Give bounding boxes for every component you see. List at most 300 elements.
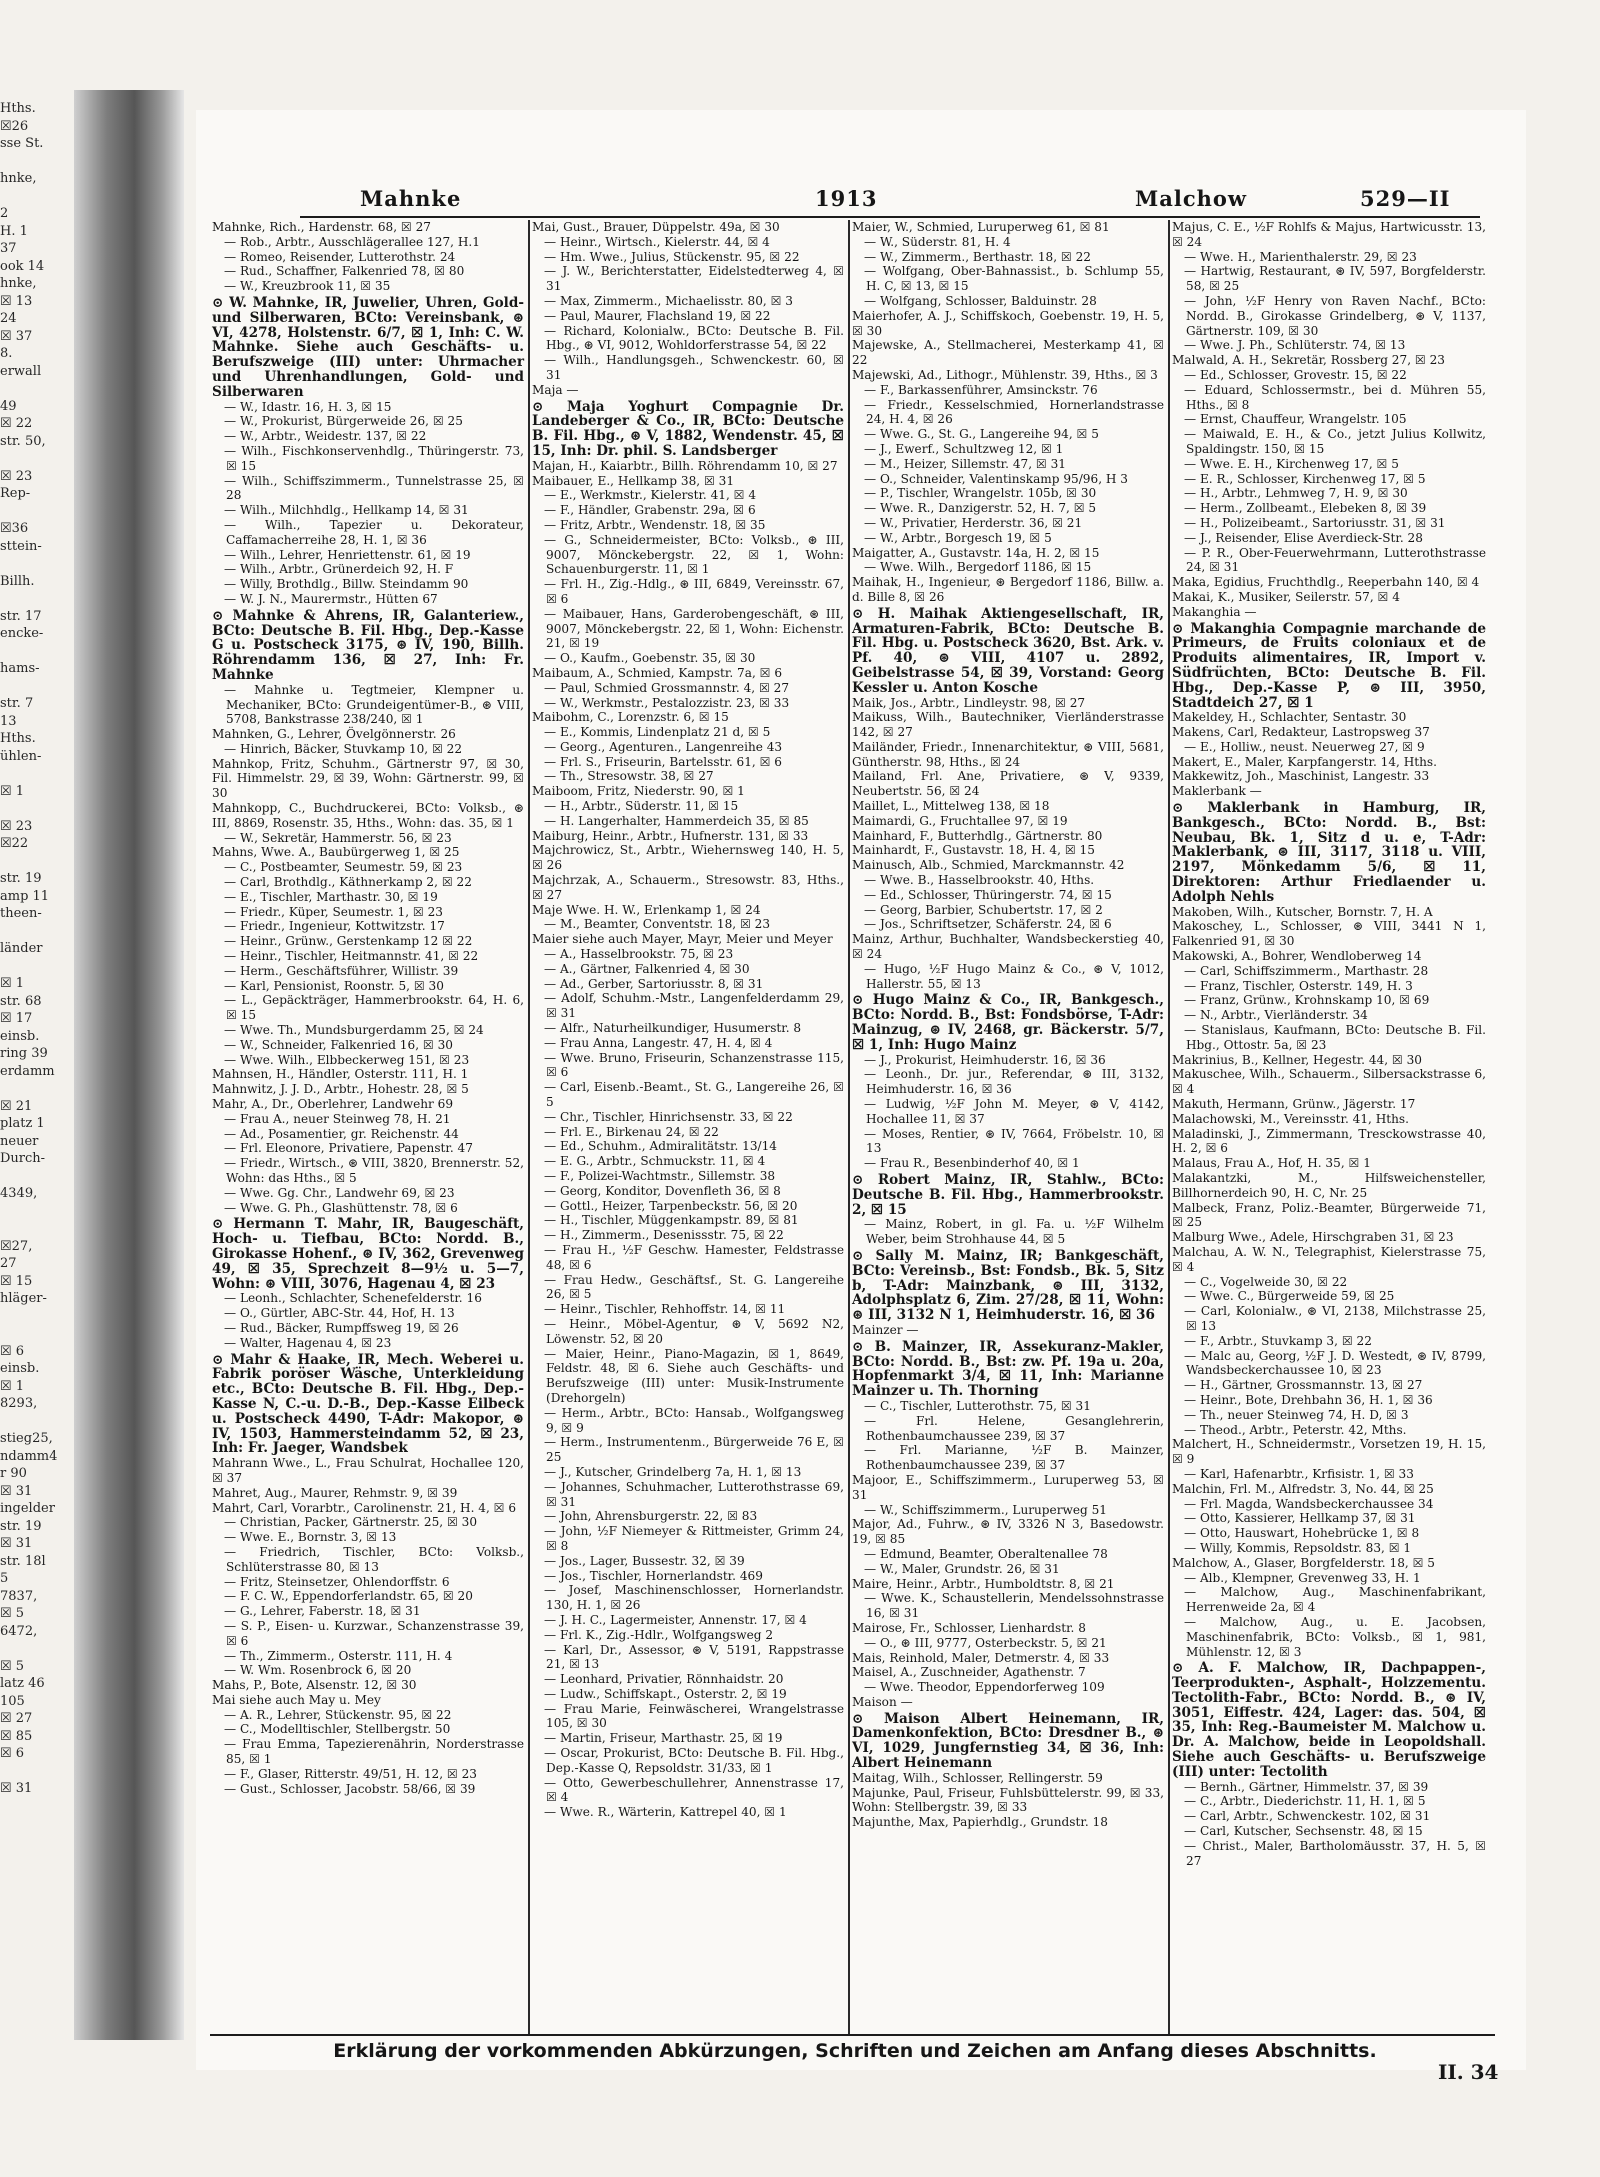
directory-entry: Makuth, Hermann, Grünw., Jägerstr. 17 — [1172, 1097, 1416, 1112]
directory-entry: Majchrowicz, St., Arbtr., Wiehernsweg 140, H. 5, ☒ 26 — [532, 843, 844, 873]
directory-entry: Mahs, P., Bote, Alsenstr. 12, ☒ 30 — [212, 1678, 417, 1693]
directory-entry: — Wilh., Handlungsgeh., Schwenckestr. 60, ☒ 31 — [544, 353, 844, 382]
directory-entry: — Heinr., Tischler, Heitmannstr. 41, ☒ 22 — [224, 949, 479, 964]
directory-entry: Maire, Heinr., Arbtr., Humboldtstr. 8, ☒ 21 — [852, 1576, 1115, 1591]
strip-line: ☒ 37 — [0, 328, 33, 344]
directory-entry: Maillet, L., Mittelweg 138, ☒ 18 — [852, 799, 1050, 814]
directory-entry: — Leonh., Dr. jur., Referendar, ⊛ III, 3132, Heimhuderstr. 16, ☒ 36 — [864, 1067, 1164, 1097]
directory-entry: — Edmund, Beamter, Oberaltenallee 78 — [864, 1546, 1108, 1561]
directory-entry: — J. H. C., Lagermeister, Annenstr. 17, ☒ 4 — [544, 1612, 807, 1627]
strip-line: platz 1 — [0, 1116, 45, 1131]
directory-entry: — E., Tischler, Marthastr. 30, ☒ 19 — [224, 889, 438, 904]
strip-line: ☒ 5 — [0, 1606, 25, 1621]
directory-entry: Mahnkopp, C., Buchdruckerei, BCto: Volksb., ⊛ III, 8869, Rosenstr. 35, Hths., Wohn: das. 35, ☒ 1 — [212, 801, 524, 830]
strip-line: 8293, — [0, 1396, 38, 1411]
directory-entry: — Frl. Marianne, ½F B. Mainzer, Rothenbaumchaussee 239, ☒ 37 — [864, 1443, 1164, 1473]
strip-line: ☒ 31 — [0, 1483, 33, 1499]
directory-entry: Malchin, Frl. M., Alfredstr. 3, No. 44, ☒ 25 — [1172, 1481, 1434, 1496]
strip-line: 7837, — [0, 1588, 38, 1604]
directory-entry: — Frau Anna, Langestr. 47, H. 4, ☒ 4 — [544, 1035, 773, 1050]
firm-entry: ⊙ Sally M. Mainz, IR; Bankgeschäft, BCto: Vereinsb., Bst: Fondsb., Bk. 5, Sitz b, T-Adr: Mainzbank, ⊛ III, 3132, Adolphsplatz 6, Zim. 27/28, ☒ 11, Wohn: ⊛ III, 3132 N 1, Heimhuderstr. 16, ☒ 36 — [852, 1247, 1164, 1324]
directory-entry: — O., Gürtler, ABC-Str. 44, Hof, H. 13 — [224, 1306, 455, 1321]
directory-entry: — Fritz, Arbtr., Wendenstr. 18, ☒ 35 — [544, 517, 766, 532]
directory-entry: Makens, Carl, Redakteur, Lastropsweg 37 — [1172, 725, 1430, 740]
directory-entry: Majan, H., Kaiarbtr., Billh. Röhrendamm 10, ☒ 27 — [532, 458, 838, 473]
directory-entry: — W., Süderstr. 81, H. 4 — [864, 234, 1011, 249]
directory-entry: — Frl. Eleonore, Privatiere, Papenstr. 47 — [224, 1141, 473, 1156]
strip-line — [0, 765, 62, 783]
directory-entry: — Ed., Schlosser, Grovestr. 15, ☒ 22 — [1184, 367, 1407, 382]
directory-entry: — W., Arbtr., Weidestr. 137, ☒ 22 — [224, 429, 427, 444]
directory-entry: — Heinr., Grünw., Gerstenkamp 12 ☒ 22 — [224, 934, 473, 949]
directory-entry: Major, Ad., Fuhrw., ⊛ IV, 3326 N 3, Basedowstr. 19, ☒ 85 — [852, 1517, 1164, 1547]
directory-entry: — Hinrich, Bäcker, Stuvkamp 10, ☒ 22 — [224, 741, 463, 756]
directory-entry: — Wwe. Gg. Chr., Landwehr 69, ☒ 23 — [224, 1185, 455, 1200]
strip-line: Billh. — [0, 573, 35, 589]
strip-line: str. 19 — [0, 871, 42, 886]
directory-entry: Mais, Reinhold, Maler, Detmerstr. 4, ☒ 33 — [852, 1650, 1110, 1665]
directory-entry: — W., Idastr. 16, H. 3, ☒ 15 — [224, 399, 392, 414]
directory-entry: — Th., neuer Steinweg 74, H. D, ☒ 3 — [1184, 1407, 1409, 1422]
directory-entry: — Karl, Pensionist, Roonstr. 5, ☒ 30 — [224, 978, 444, 993]
directory-entry: Makowski, A., Bohrer, Wendloberweg 14 — [1172, 949, 1422, 964]
directory-entry: — Ad., Posamentier, gr. Reichenstr. 44 — [224, 1126, 459, 1141]
footer-rule — [210, 2034, 1495, 2036]
strip-line: 37 — [0, 241, 17, 256]
directory-entry: — A. R., Lehrer, Stückenstr. 95, ☒ 22 — [224, 1707, 452, 1722]
strip-line: 27 — [0, 1256, 17, 1271]
directory-entry: — Wwe. G. Ph., Glashüttenstr. 78, ☒ 6 — [224, 1200, 458, 1215]
strip-line: 24 — [0, 311, 17, 326]
directory-entry: — Hartwig, Restaurant, ⊛ IV, 597, Borgfelderstr. 58, ☒ 25 — [1184, 264, 1486, 294]
strip-line — [0, 1168, 62, 1186]
strip-line: ☒ 6 — [0, 1343, 25, 1359]
directory-entry: — Wwe. Wilh., Elbbeckerweg 151, ☒ 23 — [224, 1052, 470, 1067]
directory-entry: — Frau Emma, Tapezierenährin, Norderstrasse 85, ☒ 1 — [224, 1737, 524, 1767]
directory-entry: — Maier, Heinr., Piano-Magazin, ☒ 1, 8649, Feldstr. 48, ☒ 6. Siehe auch Geschäfts- und Berufszweige (III) unter: Musik-Instrumente (Drehorgeln) — [544, 1346, 844, 1405]
directory-entry: — Hugo, ½F Hugo Mainz & Co., ⊛ V, 1012, Hallerstr. 55, ☒ 13 — [864, 961, 1164, 991]
directory-entry: Makeldey, H., Schlachter, Sentastr. 30 — [1172, 710, 1407, 725]
directory-entry: — Frau Marie, Feinwäscherei, Wrangelstrasse 105, ☒ 30 — [544, 1701, 844, 1731]
strip-line: ühlen- — [0, 748, 42, 764]
strip-line: ☒ 17 — [0, 1011, 33, 1026]
strip-line — [0, 853, 62, 871]
directory-entry: — Rob., Arbtr., Ausschlägerallee 127, H.1 — [224, 234, 480, 249]
directory-entry: — Leonh., Schlachter, Schenefelderstr. 16 — [224, 1291, 482, 1306]
strip-line: ☒27, — [0, 1238, 33, 1254]
directory-entry: Majunthe, Max, Papierhdlg., Grundstr. 18 — [852, 1815, 1108, 1830]
firm-entry: ⊙ Hermann T. Mahr, IR, Baugeschäft, Hoch- u. Tiefbau, BCto: Nordd. B., Girokasse Hohenf., ⊛ IV, 362, Grevenweg 49, ☒ 35, Sprechzeit 8—9½ u. 5—7, Wohn: ⊛ VIII, 3076, Hagenau 4, ☒ 23 — [212, 1216, 524, 1292]
directory-entry: — Carl, Brothdlg., Käthnerkamp 2, ☒ 22 — [224, 875, 472, 890]
directory-entry: — Ed., Schuhm., Admiralitätstr. 13/14 — [544, 1139, 777, 1154]
directory-entry: Makoschey, L., Schlosser, ⊛ VIII, 3441 N 1, Falkenried 91, ☒ 30 — [1172, 919, 1486, 949]
directory-entry: Makuschee, Wilh., Schauerm., Silbersackstrasse 6, ☒ 4 — [1172, 1067, 1486, 1097]
strip-line: ☒ 6 — [0, 1746, 25, 1761]
directory-entry: Malaus, Frau A., Hof, H. 35, ☒ 1 — [1172, 1156, 1371, 1171]
directory-entry: — Maibauer, Hans, Garderobengeschäft, ⊛ III, 9007, Mönckebergstr. 22, ☒ 1, Wohn: Eichenstr. 21, ☒ 19 — [544, 606, 844, 651]
header-rule — [300, 216, 1480, 218]
strip-line: ring 39 — [0, 1046, 48, 1061]
directory-entry: Maibohm, C., Lorenzstr. 6, ☒ 15 — [532, 710, 729, 725]
firm-entry: ⊙ Maklerbank in Hamburg, IR, Bankgesch., BCto: Nordd. B., Bst: Neubau, Bk. 1, Sitz d u. e, T-Adr: Maklerbank, ⊛ III, 3117, 3118 u. VIII, 2197, Mönkedamm 5/6, ☒ 11, Direktoren: Arthur Friedlaender u. Adolph Nehls — [1172, 800, 1486, 905]
directory-entry: — P., Tischler, Wrangelstr. 105b, ☒ 30 — [864, 486, 1097, 501]
strip-line: einsb. — [0, 1028, 40, 1044]
directory-entry: — Wwe. B., Hasselbrookstr. 40, Hths. — [864, 873, 1095, 888]
directory-entry: Maison — — [852, 1694, 913, 1709]
directory-entry: — W., Kreuzbrook 11, ☒ 35 — [224, 279, 391, 294]
directory-entry: — Romeo, Reisender, Lutterothstr. 24 — [224, 249, 456, 264]
directory-entry: Mai siehe auch May u. Mey — [212, 1692, 381, 1707]
strip-line: ☒ 15 — [0, 1273, 33, 1289]
directory-entry: — Mainz, Robert, in gl. Fa. u. ½F Wilhelm Weber, beim Strohhause 44, ☒ 5 — [864, 1217, 1164, 1247]
directory-entry: — Eduard, Schlossermstr., bei d. Mühren 55, Hths., ☒ 8 — [1184, 382, 1486, 412]
directory-entry: — Rud., Bäcker, Rumpffsweg 19, ☒ 26 — [224, 1320, 459, 1335]
directory-entry: — Hm. Wwe., Julius, Stückenstr. 95, ☒ 22 — [544, 249, 800, 264]
strip-line — [0, 1413, 62, 1431]
directory-entry: — Th., Stresowstr. 38, ☒ 27 — [544, 769, 714, 784]
directory-entry: Malchow, A., Glaser, Borgfelderstr. 18, ☒ 5 — [1172, 1555, 1435, 1570]
directory-entry: — W., Werkmstr., Pestalozzistr. 23, ☒ 33 — [544, 695, 790, 710]
strip-line: hnke, — [0, 276, 37, 291]
directory-entry: — Georg., Agenturen., Langenreihe 43 — [544, 739, 783, 754]
strip-line: str. 68 — [0, 993, 42, 1009]
directory-entry: — Malchow, Aug., u. E. Jacobsen, Maschinenfabrik, BCto: Volksb., ☒ 1, 981, Mühlenstr. 12, ☒ 3 — [1184, 1614, 1486, 1659]
directory-entry: — E., Werkmstr., Kielerstr. 41, ☒ 4 — [544, 488, 757, 503]
directory-entry: — Ed., Schlosser, Thüringerstr. 74, ☒ 15 — [864, 887, 1112, 902]
directory-entry: — J. W., Berichterstatter, Eidelstedterweg 4, ☒ 31 — [544, 264, 844, 294]
directory-entry: — Karl, Dr., Assessor, ⊛ V, 5191, Rappstrasse 21, ☒ 13 — [544, 1642, 844, 1672]
directory-entry: — G., Schneidermeister, BCto: Volksb., ⊛ III, 9007, Mönckebergstr. 22, ☒ 1, Wohn: Schauenburgerstr. 11, ☒ 1 — [544, 532, 844, 577]
directory-entry: — Wwe. G., St. G., Langereihe 94, ☒ 5 — [864, 427, 1099, 442]
directory-entry: Maiboom, Fritz, Niederstr. 90, ☒ 1 — [532, 784, 745, 799]
directory-entry: Maibauer, E., Hellkamp 38, ☒ 31 — [532, 473, 735, 488]
strip-line — [0, 958, 62, 976]
directory-entry: — Walter, Hagenau 4, ☒ 23 — [224, 1335, 392, 1350]
directory-entry: — Jos., Schriftsetzer, Schäferstr. 24, ☒ 6 — [864, 917, 1112, 932]
directory-entry: — John, ½F Henry von Raven Nachf., BCto: Nordd. B., Girokasse Grindelberg, ⊛ V, 1137, Gärtnerstr. 109, ☒ 30 — [1184, 293, 1486, 338]
strip-line: str. 18l — [0, 1553, 46, 1569]
firm-entry: ⊙ W. Mahnke, IR, Juwelier, Uhren, Gold- und Silberwaren, BCto: Vereinsbank, ⊛ VI, 4278, Holstenstr. 6/7, ☒ 1, Inh: C. W. Mahnke. Siehe auch Geschäfts- u. Berufszweige (III) unter: Uhrmacher und Uhrenhandlungen, Gold- und Silberwaren — [212, 294, 524, 400]
strip-line — [0, 1203, 62, 1221]
directory-entry: Makoben, Wilh., Kutscher, Bornstr. 7, H. A — [1172, 904, 1433, 919]
directory-entry: — F., Polizei-Wachtmstr., Sillemstr. 38 — [544, 1169, 776, 1183]
strip-line — [0, 380, 62, 398]
strip-line: amp 11 — [0, 888, 50, 904]
directory-entry: — Wwe. Wilh., Bergedorf 1186, ☒ 15 — [864, 560, 1092, 575]
strip-line: ☒ 13 — [0, 293, 33, 309]
directory-entry: — C., Modelltischler, Stellbergstr. 50 — [224, 1722, 451, 1737]
directory-entry: — Otto, Kassierer, Hellkamp 37, ☒ 31 — [1184, 1511, 1416, 1526]
directory-entry: Maimardi, G., Fruchtallee 97, ☒ 19 — [852, 813, 1068, 828]
directory-entry: — C., Arbtr., Diederichstr. 11, H. 1, ☒ 5 — [1184, 1794, 1426, 1809]
directory-entry: — Wilh., Milchhdlg., Hellkamp 14, ☒ 31 — [224, 503, 469, 518]
directory-entry: Mainz, Arthur, Buchhalter, Wandsbeckerstieg 40, ☒ 24 — [852, 932, 1164, 962]
firm-entry: ⊙ Mahr & Haake, IR, Mech. Weberei u. Fabrik poröser Wäsche, Unterkleidung etc., BCto: Deutsche B. Fil. Hbg., Dep.-Kasse N, C.-u. D.-B., Dep.-Kasse Eilbeck u. Postscheck 4490, T-Adr: Makopor, ⊛ IV, 1503, Hammersteindamm 52, ☒ 23, Inh: Fr. Jaeger, Wandsbek — [212, 1351, 524, 1457]
directory-entry: — Carl, Arbtr., Schwenckestr. 102, ☒ 31 — [1184, 1809, 1431, 1824]
directory-entry: — Wwe. Bruno, Friseurin, Schanzenstrasse 115, ☒ 6 — [544, 1050, 844, 1080]
strip-line: ☒ 1 — [0, 783, 25, 799]
directory-entry: Maladinski, J., Zimmermann, Tresckowstrasse 40, H. 2, ☒ 6 — [1172, 1126, 1486, 1156]
directory-entry: Mairose, Fr., Schlosser, Lienhardstr. 8 — [852, 1620, 1086, 1635]
strip-line: ☒ 85 — [0, 1728, 33, 1744]
strip-line — [0, 188, 62, 206]
directory-entry: — Herm., Geschäftsführer, Willistr. 39 — [224, 963, 459, 978]
strip-line: ☒ 21 — [0, 1098, 33, 1114]
directory-entry: — Friedrich, Tischler, BCto: Volksb., Schlüterstrasse 80, ☒ 13 — [224, 1544, 524, 1574]
directory-entry: Mainhard, F., Butterhdlg., Gärtnerstr. 80 — [852, 828, 1103, 843]
directory-entry: — Fritz, Steinsetzer, Ohlendorffstr. 6 — [224, 1574, 450, 1589]
directory-entry: — C., Postbeamter, Seumestr. 59, ☒ 23 — [224, 860, 463, 875]
directory-entry: — Herm., Zollbeamt., Elebeken 8, ☒ 39 — [1184, 501, 1427, 516]
page-signature: II. 34 — [1438, 2060, 1499, 2084]
directory-entry: Makai, K., Musiker, Seilerstr. 57, ☒ 4 — [1172, 589, 1400, 604]
directory-entry: Maja — — [532, 382, 579, 397]
firm-entry: ⊙ H. Maihak Aktiengesellschaft, IR, Armaturen-Fabrik, BCto: Deutsche B. Fil. Hbg. u. Postscheck 3620, Bst. Ark. v. Pf. 40, ⊛ VIII, 4107 u. 2892, Geibelstrasse 54, ☒ 39, Vorstand: Georg Kessler u. Anton Kosche — [852, 605, 1164, 696]
directory-entry: — Friedr., Wirtsch., ⊛ VIII, 3820, Brennerstr. 52, Wohn: das Hths., ☒ 5 — [224, 1156, 524, 1185]
directory-entry: — C., Tischler, Lutterothstr. 75, ☒ 31 — [864, 1398, 1091, 1413]
directory-entry: — Georg, Barbier, Schubertstr. 17, ☒ 2 — [864, 902, 1103, 917]
directory-entry: — Christ., Maler, Bartholomäusstr. 37, H. 5, ☒ 27 — [1184, 1838, 1486, 1868]
strip-line: ☒ 23 — [0, 468, 33, 484]
directory-entry: — Richard, Kolonialw., BCto: Deutsche B. Fil. Hbg., ⊛ VI, 9012, Wohldorferstrasse 54, ☒ 22 — [544, 323, 844, 353]
directory-entry: Maibaum, A., Schmied, Kampstr. 7a, ☒ 6 — [532, 665, 783, 680]
directory-entry: — M., Heizer, Sillemstr. 47, ☒ 31 — [864, 456, 1066, 471]
directory-entry: — Mahnke u. Tegtmeier, Klempner u. Mechaniker, BCto: Grundeigentümer-B., ⊛ VIII, 5708, Bankstrasse 238/240, ☒ 1 — [224, 682, 524, 727]
previous-page-edge — [0, 100, 62, 2000]
directory-entry: — Martin, Friseur, Marthastr. 25, ☒ 19 — [544, 1731, 783, 1746]
column-4 — [1170, 220, 1490, 2035]
directory-entry: — Wwe. C., Bürgerweide 59, ☒ 25 — [1184, 1289, 1395, 1304]
directory-entry: — C., Vogelweide 30, ☒ 22 — [1184, 1274, 1348, 1289]
directory-entry: — Leonhard, Privatier, Rönnhaidstr. 20 — [544, 1672, 784, 1687]
directory-entry: Majewske, A., Stellmacherei, Mesterkamp 41, ☒ 22 — [852, 338, 1164, 368]
strip-line: sttein- — [0, 538, 42, 554]
strip-line: ☒ 31 — [0, 1781, 33, 1796]
directory-entry: — H., Tischler, Müggenkampstr. 89, ☒ 81 — [544, 1213, 799, 1228]
directory-entry: Maisel, A., Zuschneider, Agathenstr. 7 — [852, 1665, 1086, 1680]
directory-entry: — Heinr., Möbel-Agentur, ⊛ V, 5692 N2, Löwenstr. 52, ☒ 20 — [544, 1316, 844, 1346]
directory-entry: — Maiwald, E. H., & Co., jetzt Julius Kollwitz, Spaldingstr. 150, ☒ 15 — [1184, 427, 1486, 456]
directory-entry: Mahnwitz, J. J. D., Arbtr., Hohestr. 28, ☒ 5 — [212, 1082, 469, 1097]
directory-entry: — A., Hasselbrookstr. 75, ☒ 23 — [544, 947, 734, 962]
directory-entry: Mahnken, G., Lehrer, Övelgönnerstr. 26 — [212, 727, 456, 742]
firm-entry: ⊙ Robert Mainz, IR, Stahlw., BCto: Deutsche B. Fil. Hbg., Hammerbrookstr. 2, ☒ 15 — [852, 1172, 1164, 1218]
strip-line: Durch- — [0, 1151, 46, 1166]
strip-line: ☒22 — [0, 836, 29, 851]
directory-entry: — M., Beamter, Conventstr. 18, ☒ 23 — [544, 917, 771, 932]
directory-entry: — Wwe. R., Danzigerstr. 52, H. 7, ☒ 5 — [864, 501, 1097, 516]
strip-line: str. 17 — [0, 608, 42, 624]
strip-line — [0, 555, 62, 573]
directory-entry: — Franz, Tischler, Osterstr. 149, H. 3 — [1184, 978, 1413, 993]
directory-entry: Maitag, Wilh., Schlosser, Rellingerstr. 59 — [852, 1770, 1103, 1785]
directory-entry: Makrinius, B., Kellner, Hegestr. 44, ☒ 30 — [1172, 1052, 1422, 1067]
directory-entry: — Frau R., Besenbinderhof 40, ☒ 1 — [864, 1156, 1080, 1171]
directory-entry: — J., Ewerf., Schultzweg 12, ☒ 1 — [864, 441, 1064, 456]
directory-entry: — F., Händler, Grabenstr. 29a, ☒ 6 — [544, 503, 756, 518]
strip-line: 8. — [0, 346, 13, 361]
directory-entry: — Bernh., Gärtner, Himmelstr. 37, ☒ 39 — [1184, 1779, 1429, 1794]
strip-line: Rep- — [0, 486, 31, 501]
directory-entry: — W., Privatier, Herderstr. 36, ☒ 21 — [864, 515, 1083, 530]
strip-line — [0, 1220, 62, 1238]
directory-entry: Mahns, Wwe. A., Baubürgerweg 1, ☒ 25 — [212, 845, 460, 860]
directory-entry: — Paul, Maurer, Flachsland 19, ☒ 22 — [544, 308, 771, 323]
directory-entry: Makert, E., Maler, Karpfangerstr. 14, Hths. — [1172, 754, 1437, 769]
directory-entry: — H., Zimmerm., Desenissstr. 75, ☒ 22 — [544, 1228, 784, 1243]
strip-line: str. 7 — [0, 696, 34, 711]
directory-entry: — Malc au, Georg, ½F J. D. Westedt, ⊛ IV, 8799, Wandsbeckerchaussee 10, ☒ 23 — [1184, 1348, 1486, 1378]
strip-line: ingelder — [0, 1501, 55, 1516]
directory-entry: — W. J. N., Maurermstr., Hütten 67 — [224, 591, 438, 606]
firm-entry: ⊙ Makanghia Compagnie marchande de Primeurs, de Fruits coloniaux et de Produits alimentaires, IR, Import v. Südfrüchten, BCto: Deutsche B. Fil. Hbg., Dep.-Kasse P, ⊛ III, 3950, Stadtdeich 27, ☒ 1 — [1172, 620, 1486, 711]
strip-line: str. 19 — [0, 1518, 42, 1534]
directory-columns — [210, 220, 1493, 2035]
directory-entry: — Heinr., Tischler, Rehhoffstr. 14, ☒ 11 — [544, 1302, 786, 1317]
firm-entry: ⊙ Mahnke & Ahrens, IR, Galanteriew., BCto: Deutsche B. Fil. Hbg., Dep.-Kasse G u. Postscheck 3175, ⊛ IV, 190, Billh. Röhrendamm 136, ☒ 27, Inh: Fr. Mahnke — [212, 607, 524, 683]
directory-entry: Maiburg, Heinr., Arbtr., Hufnerstr. 131, ☒ 33 — [532, 828, 809, 843]
directory-entry: — F. C. W., Eppendorferlandstr. 65, ☒ 20 — [224, 1589, 473, 1604]
directory-entry: — N., Arbtr., Vierländerstr. 34 — [1184, 1008, 1368, 1023]
strip-line: encke- — [0, 626, 44, 641]
directory-entry: — P. R., Ober-Feuerwehrmann, Lutterothstrasse 24, ☒ 31 — [1184, 545, 1486, 575]
directory-entry: Mahnkop, Fritz, Schuhm., Gärtnerstr 97, ☒ 30, Fil. Himmelstr. 29, ☒ 39, Wohn: Gärtnerstr. 99, ☒ 30 — [212, 756, 524, 801]
directory-entry: Maigatter, A., Gustavstr. 14a, H. 2, ☒ 15 — [852, 545, 1100, 560]
directory-entry: — Max, Zimmerm., Michaelisstr. 80, ☒ 3 — [544, 293, 793, 308]
directory-entry: — Willy, Kommis, Repsoldstr. 83, ☒ 1 — [1184, 1540, 1412, 1555]
directory-entry: — John, Ahrensburgerstr. 22, ☒ 83 — [544, 1509, 758, 1524]
directory-entry: — Wwe. R., Wärterin, Kattrepel 40, ☒ 1 — [544, 1805, 787, 1820]
directory-entry: — Wwe. Theodor, Eppendorferweg 109 — [864, 1680, 1105, 1695]
directory-entry: — Alb., Klempner, Grevenweg 33, H. 1 — [1184, 1570, 1421, 1585]
directory-entry: — Oscar, Prokurist, BCto: Deutsche B. Fil. Hbg., Dep.-Kasse Q, Repsoldstr. 31/33, ☒ 1 — [544, 1746, 844, 1775]
strip-line: r 90 — [0, 1466, 27, 1481]
strip-line: erdamm — [0, 1063, 55, 1079]
strip-line — [0, 923, 62, 941]
strip-line — [0, 800, 62, 818]
directory-entry: — Karl, Hafenarbtr., Krfisistr. 1, ☒ 33 — [1184, 1466, 1414, 1481]
directory-entry: — F., Glaser, Ritterstr. 49/51, H. 12, ☒ 23 — [224, 1766, 477, 1781]
directory-entry: — H., Polizeibeamt., Sartoriusstr. 31, ☒ 31 — [1184, 515, 1446, 530]
directory-entry: Malwald, A. H., Sekretär, Rossberg 27, ☒ 23 — [1172, 353, 1445, 368]
directory-entry: Mahr, A., Dr., Oberlehrer, Landwehr 69 — [212, 1097, 454, 1112]
directory-entry: — Josef, Maschinenschlosser, Hornerlandstr. 130, H. 1, ☒ 26 — [544, 1583, 844, 1613]
header-right-name: Malchow — [1135, 186, 1247, 211]
directory-entry: Majewski, Ad., Lithogr., Mühlenstr. 39, Hths., ☒ 3 — [852, 367, 1158, 382]
directory-entry: — Carl, Kolonialw., ⊛ VI, 2138, Milchstrasse 25, ☒ 13 — [1184, 1304, 1486, 1333]
directory-entry: — Frl. E., Birkenau 24, ☒ 22 — [544, 1124, 719, 1139]
directory-entry: — Gottl., Heizer, Tarpenbeckstr. 56, ☒ 20 — [544, 1198, 798, 1213]
directory-entry: — Ernst, Chauffeur, Wrangelstr. 105 — [1184, 412, 1407, 427]
strip-line: ☒ 22 — [0, 416, 33, 431]
directory-entry: Majunke, Paul, Friseur, Fuhlsbüttelerstr. 99, ☒ 33, Wohn: Stellbergstr. 39, ☒ 33 — [852, 1785, 1164, 1815]
directory-entry: — Otto, Gewerbeschullehrer, Annenstrasse 17, ☒ 4 — [544, 1775, 844, 1805]
column-1 — [210, 220, 530, 2035]
strip-line — [0, 503, 62, 521]
directory-entry: — Frau H., ½F Geschw. Hamester, Feldstrasse 48, ☒ 6 — [544, 1242, 844, 1272]
directory-entry: Maka, Egidius, Fruchthdlg., Reeperbahn 140, ☒ 4 — [1172, 575, 1480, 590]
directory-entry: — Th., Zimmerm., Osterstr. 111, H. 4 — [224, 1648, 453, 1663]
directory-entry: Maik, Jos., Arbtr., Lindleystr. 98, ☒ 27 — [852, 695, 1086, 710]
directory-entry: — Wilh., Arbtr., Grünerdeich 92, H. F — [224, 562, 454, 577]
strip-line — [0, 678, 62, 696]
strip-line: Hths. — [0, 731, 36, 746]
strip-line: ☒26 — [0, 118, 29, 134]
strip-line — [0, 450, 62, 468]
directory-entry: — Carl, Schiffszimmerm., Marthastr. 28 — [1184, 963, 1429, 978]
strip-line: 2 — [0, 206, 9, 221]
strip-line: hläger- — [0, 1291, 47, 1306]
directory-entry: — Friedr., Küper, Seumestr. 1, ☒ 23 — [224, 904, 443, 919]
directory-entry: — Carl, Eisenb.-Beamt., St. G., Langereihe 26, ☒ 5 — [544, 1080, 844, 1110]
directory-entry: — E. G., Arbtr., Schmuckstr. 11, ☒ 4 — [544, 1154, 766, 1169]
directory-entry: — H. Langerhalter, Hammerdeich 35, ☒ 85 — [544, 813, 809, 828]
directory-entry: Maierhofer, A. J., Schiffskoch, Goebenstr. 19, H. 5, ☒ 30 — [852, 308, 1164, 338]
header-left-name: Mahnke — [360, 186, 462, 211]
directory-entry: Malbeck, Franz, Poliz.-Beamter, Bürgerweide 71, ☒ 25 — [1172, 1200, 1486, 1230]
directory-entry: Maihak, H., Ingenieur, ⊛ Bergedorf 1186, Billw. a. d. Bille 8, ☒ 26 — [852, 575, 1164, 604]
directory-entry: — F., Arbtr., Stuvkamp 3, ☒ 22 — [1184, 1333, 1372, 1348]
directory-entry: — Wilh., Fischkonservenhdlg., Thüringerstr. 73, ☒ 15 — [224, 443, 524, 473]
column-3 — [850, 220, 1170, 2035]
firm-entry: ⊙ Maison Albert Heinemann, IR, Damenkonfektion, BCto: Dresdner B., ⊛ VI, 1029, Jungfernstieg 34, ☒ 36, Inh: Albert Heinemann — [852, 1710, 1164, 1772]
directory-entry: — Herm., Arbtr., BCto: Hansab., Wolfgangsweg 9, ☒ 9 — [544, 1405, 844, 1435]
strip-line: ook 14 — [0, 258, 45, 274]
directory-entry: — Willy, Brothdlg., Billw. Steindamm 90 — [224, 577, 469, 592]
strip-line: einsb. — [0, 1361, 40, 1376]
firm-entry: ⊙ Maja Yoghurt Compagnie Dr. Landeberger & Co., IR, BCto: Deutsche B. Fil. Hbg., ⊛ V, 1882, Wendenstr. 45, ☒ 15, Inh: Dr. phil. S. Landsberger — [532, 398, 844, 459]
directory-entry: — Frl. H., Zig.-Hdlg., ⊛ III, 6849, Vereinsstr. 67, ☒ 6 — [544, 577, 844, 606]
directory-entry: — W., Schiffszimmerm., Luruperweg 51 — [864, 1502, 1107, 1517]
directory-entry: — E., Holliw., neust. Neuerweg 27, ☒ 9 — [1184, 739, 1425, 754]
firm-entry: ⊙ A. F. Malchow, IR, Dachpappen-, Teerprodukten-, Asphalt-, Holzzementu. Tectolith-Fabr., BCto: Nordd. B., ⊛ IV, 3051, Eiffestr. 424, Lager: das. 504, ☒ 35, Inh: Reg.-Baumeister M. Malchow u. Dr. A. Malchow, beide in Leopoldshall. Siehe auch Geschäfts- u. Berufszweige (III) unter: Tectolith — [1172, 1660, 1486, 1780]
directory-entry: — Wwe. E., Bornstr. 3, ☒ 13 — [224, 1530, 397, 1545]
directory-entry: — Jos., Lager, Bussestr. 32, ☒ 39 — [544, 1553, 745, 1568]
directory-entry: — Chr., Tischler, Hinrichsenstr. 33, ☒ 22 — [544, 1109, 793, 1124]
strip-line: theen- — [0, 906, 42, 921]
strip-line: str. 50, — [0, 433, 46, 449]
strip-line: ☒ 1 — [0, 976, 25, 991]
strip-line: erwall — [0, 363, 42, 379]
directory-entry: — Ludw., Schiffskapt., Osterstr. 2, ☒ 19 — [544, 1686, 787, 1701]
strip-line: 49 — [0, 398, 17, 414]
directory-entry: — Wolfgang, Schlosser, Balduinstr. 28 — [864, 293, 1097, 308]
directory-entry: — Wilh., Lehrer, Henriettenstr. 61, ☒ 19 — [224, 547, 471, 562]
directory-entry: — Theod., Arbtr., Peterstr. 42, Mths. — [1184, 1422, 1407, 1437]
strip-line: 5 — [0, 1571, 9, 1586]
directory-entry: — F., Barkassenführer, Amsinckstr. 76 — [864, 382, 1098, 397]
strip-line — [0, 643, 62, 661]
strip-line: ☒36 — [0, 521, 29, 536]
directory-entry: Makkewitz, Joh., Maschinist, Langestr. 33 — [1172, 769, 1430, 784]
strip-line — [0, 1308, 62, 1326]
strip-line: länder — [0, 941, 43, 956]
directory-entry: — Ludwig, ½F John M. Meyer, ⊛ V, 4142, Hochallee 11, ☒ 37 — [864, 1097, 1164, 1126]
strip-line: ☒ 31 — [0, 1536, 33, 1551]
directory-entry: — O., ⊛ III, 9777, Osterbeckstr. 5, ☒ 21 — [864, 1635, 1107, 1650]
directory-entry: — O., Kaufm., Goebenstr. 35, ☒ 30 — [544, 651, 756, 666]
directory-entry: — Wwe. H., Marienthalerstr. 29, ☒ 23 — [1184, 249, 1417, 264]
strip-line: ndamm4 — [0, 1448, 58, 1464]
directory-entry: — Wwe. Th., Mundsburgerdamm 25, ☒ 24 — [224, 1023, 484, 1038]
directory-entry: — H., Gärtner, Grossmannstr. 13, ☒ 27 — [1184, 1378, 1423, 1393]
directory-entry: — E., Kommis, Lindenplatz 21 d, ☒ 5 — [544, 725, 771, 740]
directory-entry: — Heinr., Bote, Drehbahn 36, H. 1, ☒ 36 — [1184, 1392, 1433, 1407]
firm-entry: ⊙ B. Mainzer, IR, Assekuranz-Makler, BCto: Nordd. B., Bst: zw. Pf. 19a u. 20a, Hopfenmarkt 3/4, ☒ 11, Inh: Marianne Mainzer u. Th. Thorning — [852, 1338, 1164, 1400]
directory-entry: — Alfr., Naturheilkundiger, Husumerstr. 8 — [544, 1021, 802, 1036]
directory-entry: Mahret, Aug., Maurer, Rehmstr. 9, ☒ 39 — [212, 1485, 458, 1500]
strip-line — [0, 1080, 62, 1098]
